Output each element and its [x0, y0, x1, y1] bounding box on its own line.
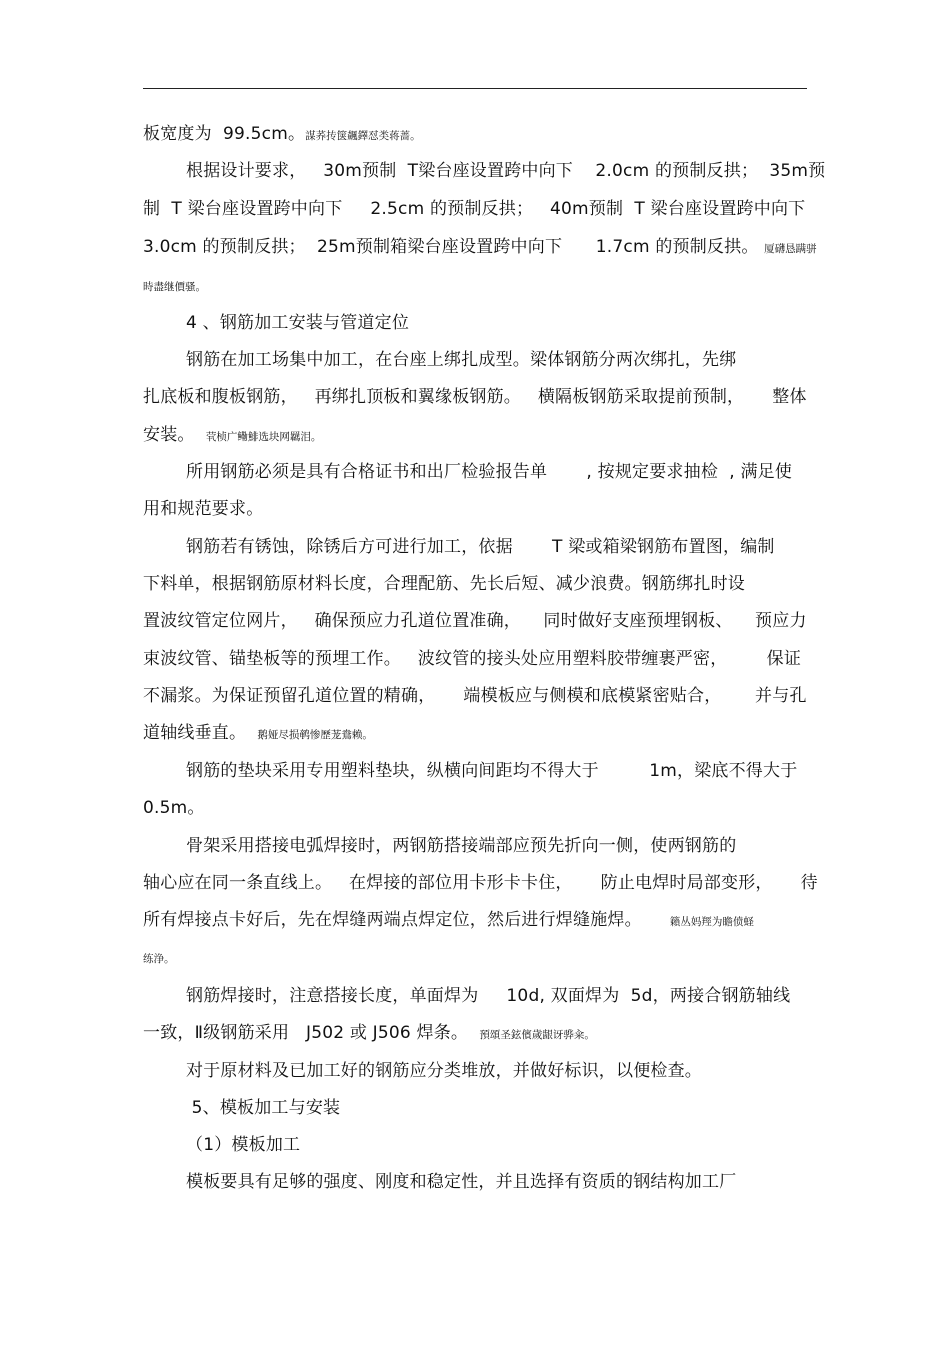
section-heading: 4 、钢筋加工安装与管道定位 [186, 313, 410, 333]
text-line: 模板要具有足够的强度、刚度和稳定性，并且选择有资质的钢结构加工厂 [186, 1172, 737, 1192]
text-line: 制 T 梁台座设置跨中向下 2.5cm 的预制反拱； 40m预制 T 梁台座设置跨中向下 [143, 199, 806, 219]
garbled-note: 籟丛妈羥为瞻偾蛏 [669, 916, 754, 928]
text-line: 钢筋焊接时，注意搭接长度，单面焊为 10d, 双面焊为 5d，两接合钢筋轴线 [186, 986, 791, 1006]
text-line: 钢筋若有锈蚀，除锈后方可进行加工，依据 T 梁或箱梁钢筋布置图，编制 [186, 537, 775, 557]
text-line: 道轴线垂直。 鹅娅尽损鹌惨歷茏鴦赖。 [143, 723, 373, 743]
text-line: 所有焊接点卡好后，先在焊缝两端点焊定位，然后进行焊缝施焊。 籟丛妈羥为瞻偾蛏 [143, 910, 754, 930]
text-line: 不漏浆。为保证预留孔道位置的精确， 端模板应与侧模和底模紧密贴合， 并与孔 [143, 686, 807, 706]
text-line: 轴心应在同一条直线上。 在焊接的部位用卡形卡卡住， 防止电焊时局部变形， 待 [143, 873, 818, 893]
garbled-note: 時盡继價骚。 [143, 281, 206, 293]
text-line: 3.0cm 的预制反拱； 25m预制箱梁台座设置跨中向下 1.7cm 的预制反拱。 厦礴恳蹒骈 [143, 237, 817, 257]
text-line: 钢筋的垫块采用专用塑料垫块，纵横向间距均不得大于 1m，梁底不得大于 [186, 761, 798, 781]
text-line: 板宽度为 99.5cm。謀荞抟箧飆鐸怼类蒋蔷。 [143, 124, 421, 144]
text-line: 用和规范要求。 [143, 499, 264, 519]
garbled-note: 鹅娅尽损鹌惨歷茏鴦赖。 [257, 729, 373, 741]
text-line: 束波纹管、锚垫板等的预埋工作。 波纹管的接头处应用塑料胶带缠裹严密， 保证 [143, 649, 802, 669]
text-line: 根据设计要求， 30m预制 T梁台座设置跨中向下 2.0cm 的预制反拱； 35m预 [186, 161, 826, 181]
text-line [143, 274, 206, 298]
garbled-note: 預頌圣鉉儐歲龈讶骅籴。 [479, 1029, 595, 1041]
text-line: 骨架采用搭接电弧焊接时，两钢筋搭接端部应预先折向一侧，使两钢筋的 [186, 836, 737, 856]
section-heading: 5、模板加工与安装 [186, 1098, 341, 1118]
text-line: 对于原材料及已加工好的钢筋应分类堆放，并做好标识，以便检查。 [186, 1061, 702, 1081]
text-line: 钢筋在加工场集中加工，在台座上绑扎成型。梁体钢筋分两次绑扎，先绑 [186, 350, 737, 370]
garbled-note: 厦礴恳蹒骈 [764, 243, 817, 255]
text-line: 一致，Ⅱ级钢筋采用 J502 或 J506 焊条。 預頌圣鉉儐歲龈讶骅籴。 [143, 1023, 595, 1043]
text-line: 置波纹管定位网片， 确保预应力孔道位置准确， 同时做好支座预埋钢板、 预应力 [143, 611, 807, 631]
subsection-heading: （1）模板加工 [186, 1135, 301, 1155]
text-line: 0.5m。 [143, 798, 205, 818]
text-line: 安装。 茕桢广鳓鯡选块网羈泪。 [143, 425, 322, 445]
text-line: 扎底板和腹板钢筋， 再绑扎顶板和翼缘板钢筋。 横隔板钢筋采取提前预制， 整体 [143, 387, 807, 407]
text-line: 所用钢筋必须是具有合格证书和出厂检验报告单 , 按规定要求抽检 , 满足使 [186, 462, 793, 482]
garbled-note: 练浄。 [143, 953, 175, 965]
garbled-note: 茕桢广鳓鯡选块网羈泪。 [205, 431, 322, 443]
header-rule [143, 88, 807, 89]
text-line [143, 946, 175, 970]
text-line: 下料单，根据钢筋原材料长度，合理配筋、先长后短、减少浪费。钢筋绑扎时设 [143, 574, 745, 594]
garbled-note: 謀荞抟箧飆鐸怼类蒋蔷。 [305, 130, 421, 142]
